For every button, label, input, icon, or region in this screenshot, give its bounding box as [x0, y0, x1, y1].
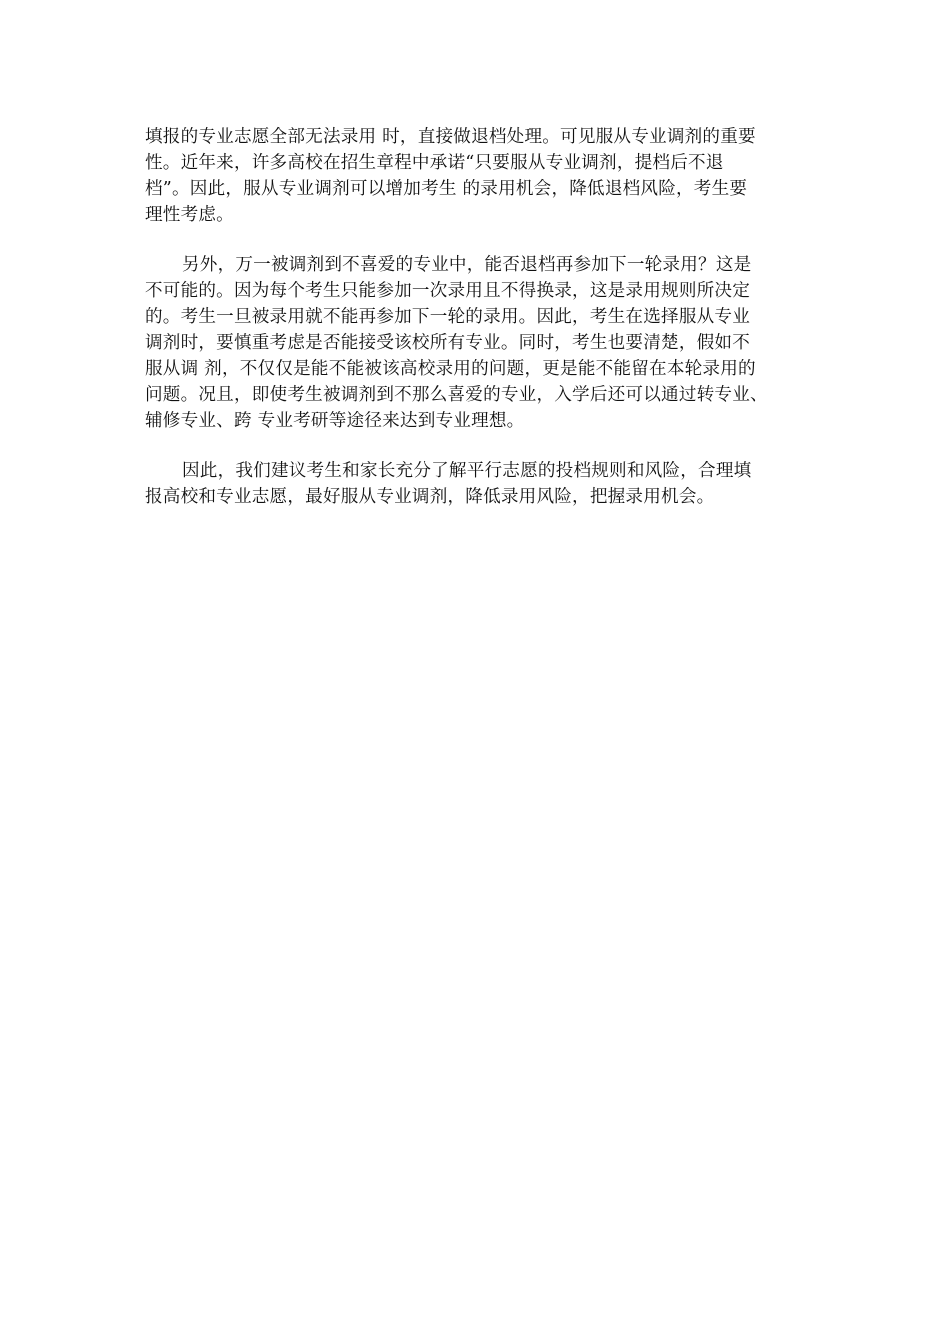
paragraph-3: [145, 458, 807, 510]
text-line: 性。近年来，许多高校在招生章程中承诺“只要服从专业调剂，提档后不退: [145, 153, 724, 173]
text-line: 填报的专业志愿全部无法录用 时，直接做退档处理。可见服从专业调剂的重要: [145, 127, 756, 147]
text-line: 不可能的。因为每个考生只能参加一次录用且不得换录，这是录用规则所决定: [145, 281, 750, 301]
text-line: 的。考生一旦被录用就不能再参加下一轮的录用。因此，考生在选择服从专业: [145, 307, 750, 327]
text-line: 另外，万一被调剂到不喜爱的专业中，能否退档再参加下一轮录用？这是: [182, 255, 752, 275]
text-line: 理性考虑。: [145, 205, 234, 225]
text-line: 问题。况且，即使考生被调剂到不那么喜爱的专业，入学后还可以通过转专业、: [145, 385, 768, 405]
text-line: 服从调 剂，不仅仅是能不能被该高校录用的问题，更是能不能留在本轮录用的: [145, 359, 756, 379]
text-line: 调剂时，要慎重考虑是否能接受该校所有专业。同时，考生也要清楚，假如不: [145, 333, 750, 353]
text-line: 档”。因此，服从专业调剂可以增加考生 的录用机会，降低退档风险，考生要: [145, 179, 748, 199]
text-line: 因此，我们建议考生和家长充分了解平行志愿的投档规则和风险，合理填: [182, 461, 752, 481]
text-line: 报高校和专业志愿，最好服从专业调剂，降低录用风险，把握录用机会。: [145, 487, 715, 507]
text-line: 辅修专业、跨 专业考研等途径来达到专业理想。: [145, 411, 525, 431]
document-body: [145, 124, 807, 534]
paragraph-2: [145, 252, 807, 434]
paragraph-1: [145, 124, 807, 228]
